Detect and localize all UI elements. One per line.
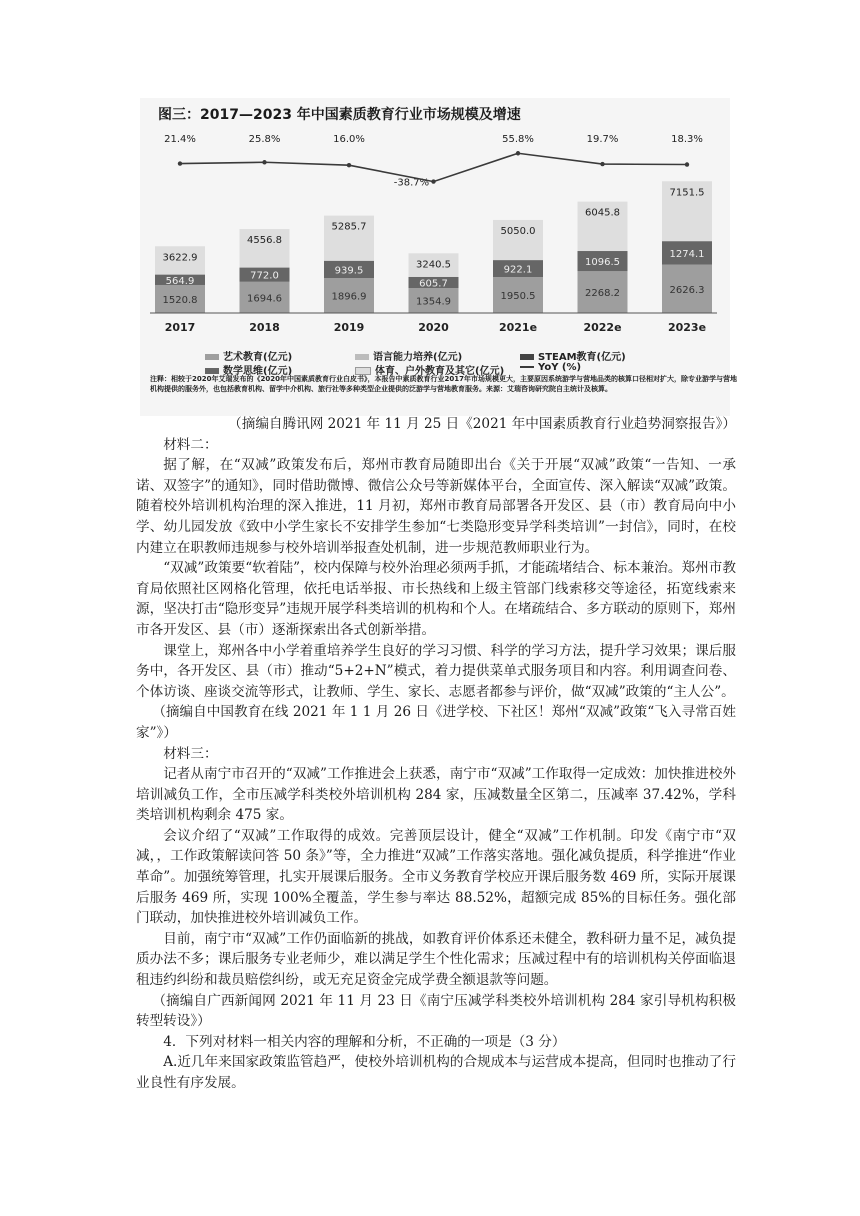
bar-label-total: 5050.0 — [500, 225, 536, 237]
yoy-label: 19.7% — [586, 134, 619, 145]
legend-item — [520, 348, 626, 363]
article-body — [136, 414, 736, 1094]
bar-label-middle: 939.5 — [334, 265, 364, 277]
chart-note: 注释：相较于2020年艾瑞发布的《2020年中国素质教育行业白皮书》，本报告中素质教育行业2017年市场规模更大，主要原因系统游学与营地品类的核算口径相对扩大，除专业游学与营地机构提供的服务外，也包括教育机构、留学中介机构、旅行社等多种类型企业提供的泛游学与营地教育服务。来源：艾瑞咨询研究院自主统计及核算。 — [150, 375, 737, 393]
source-1: （摘编自腾讯网 2021 年 11 月 25 日《2021 年中国素质教育行业趋势洞察报告》） — [228, 416, 736, 432]
yoy-point — [262, 160, 266, 164]
bar-label-total: 6045.8 — [585, 207, 620, 219]
x-tick-label: 2023e — [667, 321, 707, 334]
yoy-label: 25.8% — [248, 134, 281, 145]
bar-label-bottom: 2626.3 — [669, 284, 705, 296]
x-tick-label: 2020 — [418, 321, 449, 334]
bar-label-total: 4556.8 — [247, 235, 282, 247]
chart-title: 图三：2017—2023 年中国素质教育行业市场规模及增速 — [158, 107, 521, 123]
legend-item — [355, 348, 462, 363]
material-3-paragraph-1: 记者从南宁市召开的“双减”工作推进会上获悉，南宁市“双减”工作取得一定成效：加快推进校外培训减负工作，全市压减学科类校外培训机构 284 家，压减数量全区第二，压减率 37.42%，学科类培训机构剩余 475 家。 — [136, 766, 736, 824]
legend-swatch — [355, 354, 369, 360]
bar-label-middle: 922.1 — [503, 264, 533, 276]
material-3-paragraph-3: 目前，南宁市“双减”工作仍面临新的挑战，如教育评价体系还未健全，教科研力量不足，减负提质办法不多；课后服务专业老师少，难以满足学生个性化需求；压减过程中有的培训机构关停面临退租违约纠纷和裁员赔偿纠纷，或无充足资金完成学费全额退款等问题。 — [136, 930, 736, 989]
yoy-label: 16.0% — [333, 134, 365, 145]
yoy-point — [600, 162, 604, 166]
legend-item — [205, 348, 292, 363]
material-2-paragraph-1: 据了解，在“双减”政策发布后，郑州市教育局随即出台《关于开展“双减”政策“一告知、一承诺、双签字”的通知》，同时借助微博、微信公众号等新媒体平台，全面宣传、深入解读“双减”政策。随着校外培训机构治理的深入推进，11 月初，郑州市教育局部署各开发区、县（市）教育局向中小学、幼儿园发放《致中小学生家长不安排学生参加“七类隐形变异学科类培训”一封信》，同时，在校内建立在职教师违规参与校外培训举报查处机制，进一步规范教师职业行为。 — [136, 457, 736, 556]
yoy-line — [180, 153, 687, 181]
legend-swatch — [520, 366, 534, 368]
material-3-label: 材料三： — [163, 745, 218, 762]
yoy-label: 18.3% — [671, 134, 703, 145]
material-2-paragraph-2: “双减”政策要“软着陆”，校内保障与校外治理必须两手抓，才能疏堵结合、标本兼治。郑州市教育局依照社区网格化管理，依托电话举报、市长热线和上级主管部门线索移交等途径，拓宽线索来源，坚决打击“隐形变异”违规开展学科类培训的机构和个人。在堵疏结合、多方联动的原则下，郑州市各开发区、县（市）逐渐探索出各式创新举措。 — [136, 560, 736, 638]
bar-label-total: 3240.5 — [416, 259, 451, 271]
material-3-paragraph-2: 会议介绍了“双减”工作取得的成效。完善顶层设计，健全“双减”工作机制。印发《南宁市“双减，，工作政策解读问答 50 条》”等，全力推进“双减”工作落实落地。强化减负提质，科学推进“作业革命”。加强统筹管理，扎实开展课后服务。全市义务教育学校应开课后服务数 469 所，实际开展课后服务 469 所，实现 100%全覆盖，学生参与率达 88.52%，超额完成 85%的目标任务。强化部门联动，加快推进校外培训减负工作。 — [136, 827, 736, 927]
question-4: 4．下列对材料一相关内容的理解和分析，不正确的一项是（3 分） — [163, 1033, 566, 1050]
yoy-label: 21.4% — [164, 134, 196, 145]
bar-label-middle: 772.0 — [250, 270, 279, 282]
bar-label-total: 7151.5 — [669, 187, 705, 199]
legend-label: 语言能力培养(亿元) — [373, 352, 463, 363]
bar-label-middle: 605.7 — [419, 278, 448, 290]
bar-label-bottom: 1520.8 — [162, 294, 198, 306]
chart-plot — [140, 130, 730, 340]
source-3: （摘编自广西新闻网 2021 年 11 月 23 日《南宁压减学科类校外培训机构 284 家引导机构积极转型转设》） — [136, 992, 736, 1030]
yoy-point — [347, 163, 351, 167]
material-2-label: 材料二： — [163, 436, 218, 453]
legend-label: 体育、户外教育及其它(亿元) — [375, 366, 505, 377]
yoy-point — [685, 162, 689, 166]
question-4-option-a: A.近几年来国家政策监管趋严，使校外培训机构的合规成本与运营成本提高，但同时也推动了行业良性有序发展。 — [136, 1054, 736, 1091]
x-tick-label: 2022e — [583, 321, 622, 334]
bar-label-middle: 564.9 — [165, 275, 195, 287]
yoy-point — [178, 161, 182, 165]
material-2-paragraph-3: 课堂上，郑州各中小学着重培养学生良好的学习习惯、科学的学习方法，提升学习效果；课后服务中，各开发区、县（市）推动“5+2+N”模式，着力提供菜单式服务项目和内容。利用调查问卷、个体访谈、座谈交流等形式，让教师、学生、家长、志愿者都参与评价，做“双减”政策的“主人公”。 — [136, 642, 736, 700]
yoy-point — [516, 151, 520, 155]
legend-label: 数学思维(亿元) — [223, 366, 293, 377]
bar-label-total: 5285.7 — [331, 221, 367, 233]
bar-label-bottom: 1354.9 — [416, 296, 451, 308]
yoy-point — [431, 179, 435, 183]
legend-label: STEAM教育(亿元) — [538, 352, 626, 363]
bar-label-bottom: 1950.5 — [500, 291, 536, 303]
bar-label-middle: 1274.1 — [669, 248, 705, 260]
legend-label: YoY (%) — [538, 362, 582, 373]
bar-label-bottom: 1896.9 — [331, 291, 367, 303]
x-tick-label: 2018 — [249, 321, 280, 334]
x-tick-label: 2017 — [164, 321, 196, 334]
legend-label: 艺术教育(亿元) — [223, 352, 293, 363]
source-2: （摘编自中国教育在线 2021 年 1 1 月 26 日《进学校、下社区！郑州“双减”政策“飞入寻常百姓家”》） — [136, 704, 736, 741]
x-tick-label: 2021e — [498, 321, 538, 334]
bar-label-bottom: 1694.6 — [247, 293, 282, 305]
legend-swatch — [520, 354, 534, 360]
yoy-label: 55.8% — [502, 134, 534, 145]
bar-label-total: 3622.9 — [162, 252, 198, 264]
bar-label-bottom: 2268.2 — [585, 288, 620, 300]
legend-swatch — [205, 354, 219, 360]
x-tick-label: 2019 — [333, 321, 365, 334]
legend-item — [520, 362, 581, 373]
bar-label-middle: 1096.5 — [585, 257, 620, 269]
yoy-label: -38.7% — [393, 177, 430, 189]
